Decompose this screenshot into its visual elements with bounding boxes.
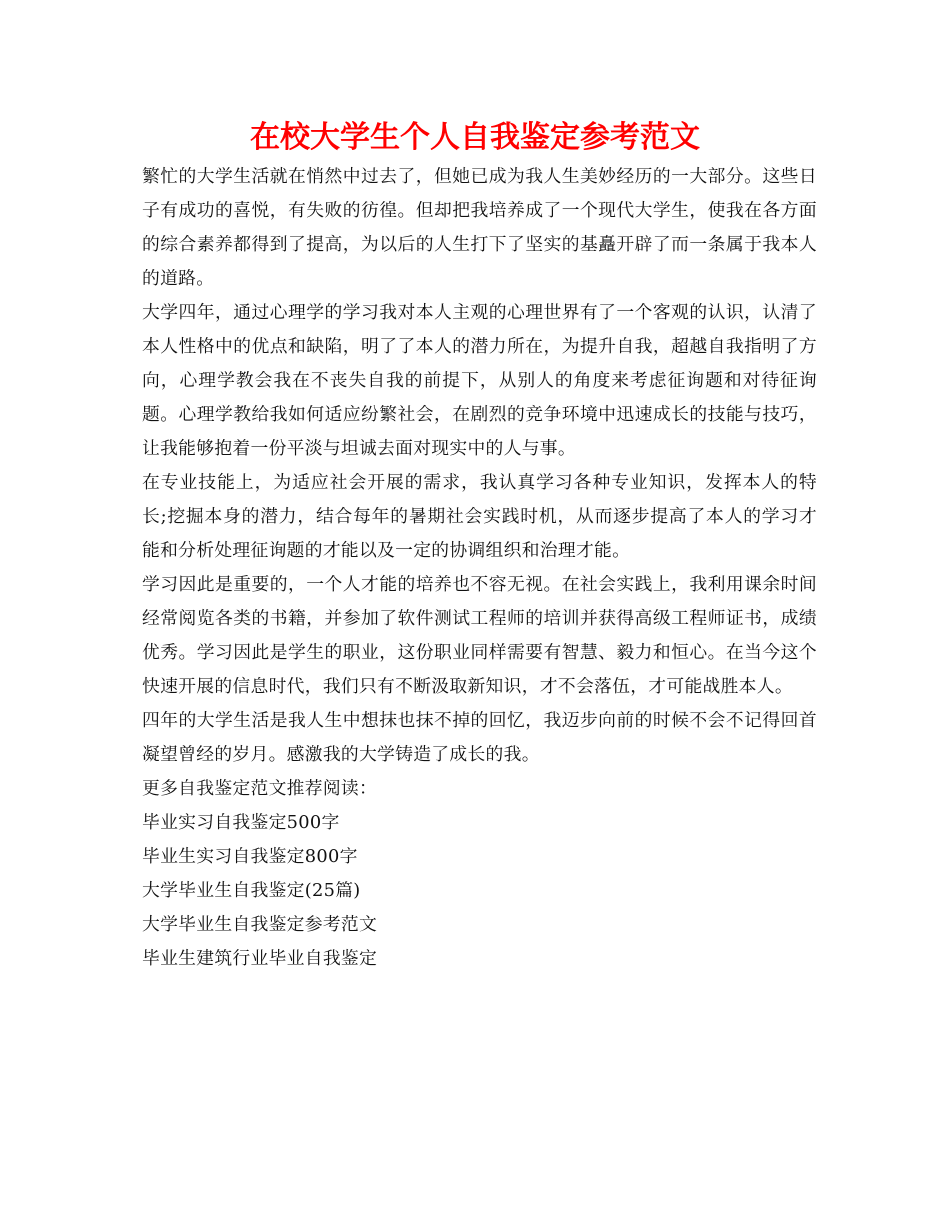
paragraph-5: 四年的大学生活是我人生中想抹也抹不掉的回忆，我迈步向前的时候不会不记得回首凝望曾经的岁月。感激我的大学铸造了成长的我。 xyxy=(142,710,817,765)
paragraph-4: 学习因此是重要的，一个人才能的培养也不容无视。在社会实践上，我利用课余时间经常阅览各类的书籍，并参加了软件测试工程师的培训并获得高级工程师证书，成绩优秀。学习因此是学生的职业，这份职业同样需要有智慧、毅力和恒心。在当今这个快速开展的信息时代，我们只有不断汲取新知识，才不会落伍，才可能战胜本人。 xyxy=(142,574,817,697)
paragraph-1: 繁忙的大学生活就在悄然中过去了，但她已成为我人生美妙经历的一大部分。这些日子有成功的喜悦，有失败的彷徨。但却把我培养成了一个现代大学生，使我在各方面的综合素养都得到了提高，为以后的人生打下了坚实的基矗开辟了而一条属于我本人的道路。 xyxy=(142,166,817,289)
recommend-link[interactable]: 毕业实习自我鉴定500字 xyxy=(142,812,340,833)
recommend-heading: 更多自我鉴定范文推荐阅读： xyxy=(142,778,378,799)
recommend-link[interactable]: 大学毕业生自我鉴定(25篇) xyxy=(142,880,361,901)
recommend-link[interactable]: 毕业生实习自我鉴定800字 xyxy=(142,846,358,867)
recommend-link[interactable]: 大学毕业生自我鉴定参考范文 xyxy=(142,914,378,935)
recommend-link[interactable]: 毕业生建筑行业毕业自我鉴定 xyxy=(142,948,378,969)
paragraph-2: 大学四年，通过心理学的学习我对本人主观的心理世界有了一个客观的认识，认清了本人性格中的优点和缺陷，明了了本人的潜力所在，为提升自我，超越自我指明了方向，心理学教会我在不丧失自我的前提下，从别人的角度来考虑征询题和对待征询题。心理学教给我如何适应纷繁社会，在剧烈的竞争环境中迅速成长的技能与技巧，让我能够抱着一份平淡与坦诚去面对现实中的人与事。 xyxy=(142,302,817,459)
document-body xyxy=(142,160,817,976)
recommend-list xyxy=(142,806,817,976)
document-title: 在校大学生个人自我鉴定参考范文 xyxy=(250,120,700,155)
paragraph-3: 在专业技能上，为适应社会开展的需求，我认真学习各种专业知识，发挥本人的特长;挖掘本身的潜力，结合每年的暑期社会实践时机，从而逐步提高了本人的学习才能和分析处理征询题的才能以及一定的协调组织和治理才能。 xyxy=(142,472,817,561)
